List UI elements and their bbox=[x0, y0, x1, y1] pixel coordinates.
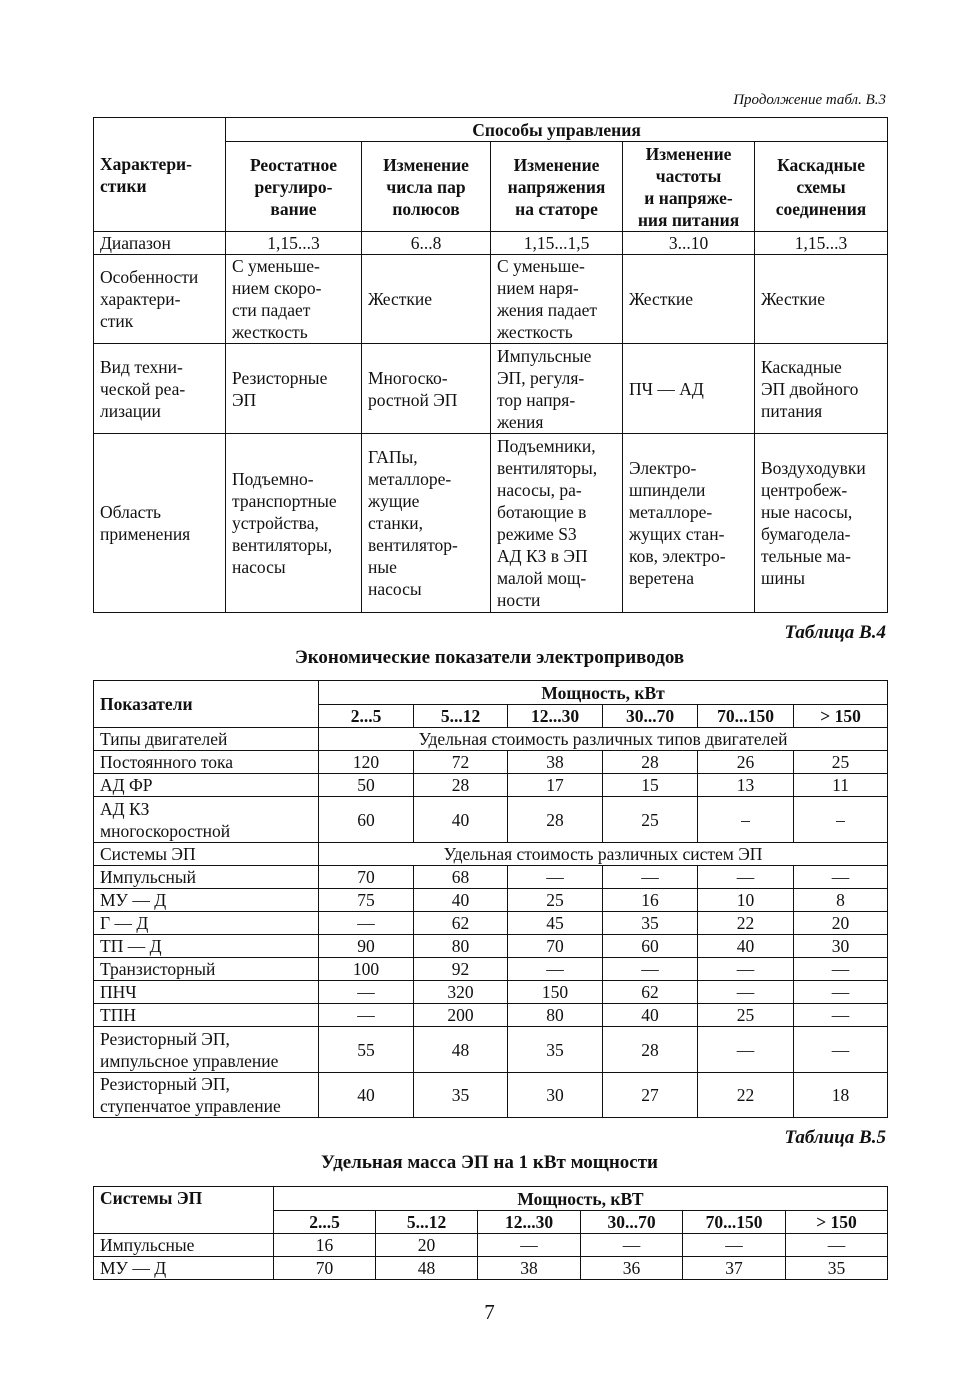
table-cell: 27 bbox=[603, 1073, 698, 1118]
row-label: АД ФР bbox=[94, 774, 319, 797]
table-cell: 320 bbox=[414, 981, 508, 1004]
table-cell: 38 bbox=[478, 1257, 581, 1280]
b4-col-header: 5...12 bbox=[414, 705, 508, 728]
table-row bbox=[94, 1257, 888, 1280]
b5-col-header: 12...30 bbox=[478, 1211, 581, 1234]
table-cell: 16 bbox=[274, 1234, 376, 1257]
table-section-row bbox=[94, 728, 888, 751]
table-row bbox=[94, 889, 888, 912]
table-cell: 20 bbox=[794, 912, 888, 935]
table-cell: 36 bbox=[581, 1257, 683, 1280]
table-cell: — bbox=[794, 981, 888, 1004]
b4-col-header: > 150 bbox=[794, 705, 888, 728]
table-cell: 25 bbox=[794, 751, 888, 774]
row-label: МУ — Д bbox=[94, 889, 319, 912]
table-cell: 35 bbox=[508, 1027, 603, 1073]
table-row bbox=[94, 935, 888, 958]
row-label: Особенности характери- стик bbox=[94, 255, 226, 344]
row-label: Вид техни- ческой реа- лизации bbox=[94, 344, 226, 434]
b5-group-header: Мощность, кВТ bbox=[274, 1187, 888, 1211]
table-cell: 22 bbox=[698, 912, 794, 935]
table-cell: С уменьше- нием скоро- сти падает жесткость bbox=[226, 255, 362, 344]
table-title-b4: Экономические показатели электроприводов bbox=[294, 647, 685, 668]
table-cell: Подъемники, вентиляторы, насосы, ра- ботающие в режиме S3 АД КЗ в ЭП малой мощ- ности bbox=[491, 434, 623, 613]
table-cell: — bbox=[319, 1004, 414, 1027]
table-cell: 70 bbox=[319, 866, 414, 889]
table-row bbox=[94, 232, 888, 255]
table-cell: 70 bbox=[508, 935, 603, 958]
table-cell: — bbox=[683, 1234, 786, 1257]
table-row bbox=[94, 797, 888, 843]
b3-col-header: Изменение напряжения на статоре bbox=[491, 142, 623, 232]
row-label: ТПН bbox=[94, 1004, 319, 1027]
table-cell: 18 bbox=[794, 1073, 888, 1118]
table-cell: 100 bbox=[319, 958, 414, 981]
b4-corner-header: Показатели bbox=[94, 681, 319, 728]
table-cell: — bbox=[794, 866, 888, 889]
table-cell: 62 bbox=[603, 981, 698, 1004]
table-cell: 1,15...3 bbox=[755, 232, 888, 255]
table-cell: 16 bbox=[603, 889, 698, 912]
table-label-b5: Таблица В.5 bbox=[784, 1127, 886, 1148]
table-cell: – bbox=[698, 797, 794, 843]
table-row bbox=[94, 1234, 888, 1257]
table-cell: 48 bbox=[376, 1257, 478, 1280]
table-row bbox=[94, 751, 888, 774]
b3-col-header: Изменение частоты и напряже- ния питания bbox=[623, 142, 755, 232]
table-b5 bbox=[93, 1186, 888, 1280]
table-section-row bbox=[94, 843, 888, 866]
table-cell: 3...10 bbox=[623, 232, 755, 255]
table-cell: 20 bbox=[376, 1234, 478, 1257]
table-cell: 37 bbox=[683, 1257, 786, 1280]
table-row bbox=[94, 434, 888, 613]
table-cell: Воздуходувки центробеж- ные насосы, бумагодела- тельные ма- шины bbox=[755, 434, 888, 613]
page-number: 7 bbox=[484, 1300, 495, 1324]
table-cell: Жесткие bbox=[755, 255, 888, 344]
table-cell: 10 bbox=[698, 889, 794, 912]
table-cell: 80 bbox=[414, 935, 508, 958]
table-cell: 26 bbox=[698, 751, 794, 774]
table-cell: 25 bbox=[698, 1004, 794, 1027]
table-cell: 75 bbox=[319, 889, 414, 912]
table-cell: 120 bbox=[319, 751, 414, 774]
b4-col-header: 2...5 bbox=[319, 705, 414, 728]
b4-col-header: 30...70 bbox=[603, 705, 698, 728]
table-cell: 62 bbox=[414, 912, 508, 935]
table-row bbox=[94, 912, 888, 935]
b5-col-header: 2...5 bbox=[274, 1211, 376, 1234]
table-cell: 38 bbox=[508, 751, 603, 774]
table-row bbox=[94, 1073, 888, 1118]
table-cell: 17 bbox=[508, 774, 603, 797]
row-label: Системы ЭП bbox=[94, 843, 319, 866]
row-label: Типы двигателей bbox=[94, 728, 319, 751]
table-cell: 1,15...1,5 bbox=[491, 232, 623, 255]
table-cell: — bbox=[508, 866, 603, 889]
table-cell: С уменьше- нием наря- жения падает жесткость bbox=[491, 255, 623, 344]
table-cell: 13 bbox=[698, 774, 794, 797]
table-cell: 8 bbox=[794, 889, 888, 912]
table-cell: 15 bbox=[603, 774, 698, 797]
table-row bbox=[94, 344, 888, 434]
table-cell: — bbox=[698, 958, 794, 981]
table-cell: ПЧ — АД bbox=[623, 344, 755, 434]
table-cell: Электро- шпиндели металлоре- жущих стан- ков, электро- веретена bbox=[623, 434, 755, 613]
table-cell: 70 bbox=[274, 1257, 376, 1280]
table-cell: — bbox=[786, 1234, 888, 1257]
table-cell: 25 bbox=[603, 797, 698, 843]
table-cell: — bbox=[581, 1234, 683, 1257]
row-label: Резисторный ЭП, ступенчатое управление bbox=[94, 1073, 319, 1118]
table-title-b5: Удельная масса ЭП на 1 кВт мощности bbox=[321, 1152, 658, 1173]
row-label: Транзисторный bbox=[94, 958, 319, 981]
b5-corner-header: Системы ЭП bbox=[94, 1187, 274, 1234]
table-cell: 1,15...3 bbox=[226, 232, 362, 255]
table-cell: 68 bbox=[414, 866, 508, 889]
table-cell: — bbox=[698, 1027, 794, 1073]
table-cell: 200 bbox=[414, 1004, 508, 1027]
table-cell: 28 bbox=[603, 1027, 698, 1073]
table-b4 bbox=[93, 680, 888, 1118]
table-cell: 80 bbox=[508, 1004, 603, 1027]
table-cell: 28 bbox=[414, 774, 508, 797]
table-cell: — bbox=[603, 866, 698, 889]
table-b3 bbox=[93, 117, 888, 613]
table-cell: 48 bbox=[414, 1027, 508, 1073]
continuation-note: Продолжение табл. В.3 bbox=[733, 92, 886, 108]
b5-col-header: 70...150 bbox=[683, 1211, 786, 1234]
table-cell: 55 bbox=[319, 1027, 414, 1073]
row-label: Импульсный bbox=[94, 866, 319, 889]
table-cell: — bbox=[698, 981, 794, 1004]
table-cell: 60 bbox=[603, 935, 698, 958]
row-label: Импульсные bbox=[94, 1234, 274, 1257]
table-cell: 28 bbox=[603, 751, 698, 774]
table-cell: – bbox=[794, 797, 888, 843]
table-cell: 40 bbox=[698, 935, 794, 958]
b3-col-header: Каскадные схемы соединения bbox=[755, 142, 888, 232]
table-label-b4: Таблица В.4 bbox=[784, 622, 886, 643]
table-cell: 40 bbox=[319, 1073, 414, 1118]
section-label: Удельная стоимость различных систем ЭП bbox=[319, 843, 888, 866]
table-cell: — bbox=[698, 866, 794, 889]
b3-col-header: Реостатное регулиро- вание bbox=[226, 142, 362, 232]
table-cell: Импульсные ЭП, регуля- тор напря- жения bbox=[491, 344, 623, 434]
b4-col-header: 70...150 bbox=[698, 705, 794, 728]
table-cell: 40 bbox=[414, 797, 508, 843]
table-cell: 35 bbox=[414, 1073, 508, 1118]
table-row bbox=[94, 1004, 888, 1027]
table-cell: 50 bbox=[319, 774, 414, 797]
table-cell: Многоско- ростной ЭП bbox=[362, 344, 491, 434]
table-cell: 90 bbox=[319, 935, 414, 958]
row-label: Диапазон bbox=[94, 232, 226, 255]
b5-col-header: 30...70 bbox=[581, 1211, 683, 1234]
b3-corner-header: Характери- стики bbox=[94, 118, 226, 232]
table-cell: — bbox=[794, 1027, 888, 1073]
table-cell: — bbox=[508, 958, 603, 981]
table-cell: 6...8 bbox=[362, 232, 491, 255]
table-cell: — bbox=[319, 981, 414, 1004]
b5-col-header: > 150 bbox=[786, 1211, 888, 1234]
table-cell: 30 bbox=[508, 1073, 603, 1118]
table-cell: 35 bbox=[786, 1257, 888, 1280]
table-cell: Каскадные ЭП двойного питания bbox=[755, 344, 888, 434]
table-row bbox=[94, 255, 888, 344]
row-label: Область применения bbox=[94, 434, 226, 613]
table-cell: Подъемно- транспортные устройства, вентиляторы, насосы bbox=[226, 434, 362, 613]
b4-group-header: Мощность, кВт bbox=[319, 681, 888, 705]
section-label: Удельная стоимость различных типов двигателей bbox=[319, 728, 888, 751]
table-cell: 25 bbox=[508, 889, 603, 912]
b3-group-header: Способы управления bbox=[226, 118, 888, 142]
row-label: ПНЧ bbox=[94, 981, 319, 1004]
table-row bbox=[94, 1027, 888, 1073]
row-label: ТП — Д bbox=[94, 935, 319, 958]
row-label: МУ — Д bbox=[94, 1257, 274, 1280]
row-label: АД КЗ многоскоростной bbox=[94, 797, 319, 843]
table-cell: 28 bbox=[508, 797, 603, 843]
table-cell: — bbox=[794, 1004, 888, 1027]
table-cell: 60 bbox=[319, 797, 414, 843]
table-cell: 40 bbox=[414, 889, 508, 912]
row-label: Г — Д bbox=[94, 912, 319, 935]
table-cell: 92 bbox=[414, 958, 508, 981]
table-row bbox=[94, 958, 888, 981]
table-cell: 35 bbox=[603, 912, 698, 935]
b3-col-header: Изменение числа пар полюсов bbox=[362, 142, 491, 232]
b4-col-header: 12...30 bbox=[508, 705, 603, 728]
table-cell: Резисторные ЭП bbox=[226, 344, 362, 434]
table-cell: — bbox=[794, 958, 888, 981]
table-cell: 45 bbox=[508, 912, 603, 935]
row-label: Постоянного тока bbox=[94, 751, 319, 774]
table-cell: 40 bbox=[603, 1004, 698, 1027]
row-label: Резисторный ЭП, импульсное управление bbox=[94, 1027, 319, 1073]
table-cell: — bbox=[603, 958, 698, 981]
table-cell: 150 bbox=[508, 981, 603, 1004]
table-cell: — bbox=[478, 1234, 581, 1257]
table-row bbox=[94, 866, 888, 889]
table-cell: — bbox=[319, 912, 414, 935]
table-cell: Жесткие bbox=[362, 255, 491, 344]
b5-col-header: 5...12 bbox=[376, 1211, 478, 1234]
table-cell: 72 bbox=[414, 751, 508, 774]
table-cell: 22 bbox=[698, 1073, 794, 1118]
table-row bbox=[94, 774, 888, 797]
table-cell: Жесткие bbox=[623, 255, 755, 344]
table-cell: 11 bbox=[794, 774, 888, 797]
table-cell: 30 bbox=[794, 935, 888, 958]
table-row bbox=[94, 981, 888, 1004]
table-cell: ГАПы, металлоре- жущие станки, вентилятор- ные насосы bbox=[362, 434, 491, 613]
